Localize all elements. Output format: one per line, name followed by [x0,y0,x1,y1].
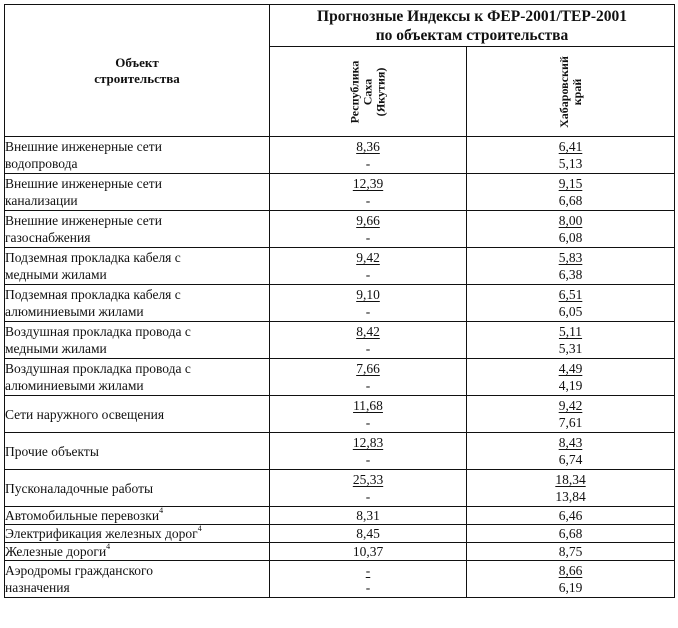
value-numerator [270,360,466,377]
object-name-line2: алюминиевыми жилами [5,304,144,319]
value: 6,68 [558,525,583,541]
yakutia-value-cell [270,396,467,433]
value-bottom: - [365,452,371,467]
value-bottom: - [365,415,371,430]
index-table [4,4,675,598]
value-bottom: 6,74 [558,452,583,467]
object-name-line1: Подземная прокладка кабеля с [5,250,181,265]
object-column-header [5,5,270,137]
object-name-line1: Воздушная прокладка провода с [5,324,191,339]
yakutia-value-cell [270,543,467,561]
region1-line1: Республика [347,60,362,124]
object-name: Автомобильные перевозки [5,508,160,523]
yakutia-value-cell [270,359,467,396]
yakutia-value-cell [270,285,467,322]
khabarovsk-value-cell [467,285,675,322]
value: 6,46 [558,507,583,523]
footnote-marker: 4 [197,524,202,533]
object-name-line1: Аэродромы гражданского [5,563,154,578]
region1-line2: Саха [360,78,375,105]
object-name-cell [5,211,270,248]
footnote-marker: 4 [159,506,164,515]
value-top: 9,42 [558,398,583,413]
khabarovsk-value-cell [467,543,675,561]
region-header-khabarovsk [467,47,675,137]
table-row [5,525,675,543]
table-row [5,137,675,174]
value-numerator [270,175,466,192]
khabarovsk-value-cell [467,507,675,525]
value-top: 5,83 [558,250,583,265]
object-name-cell [5,322,270,359]
object-name-cell [5,561,270,598]
value-bottom: - [365,580,371,595]
value-top: - [365,563,371,578]
value-bottom: - [365,489,371,504]
value-numerator [467,434,674,451]
value-numerator [467,286,674,303]
value-bottom: 6,38 [558,267,583,282]
footnote-marker: 4 [106,542,111,551]
object-name-cell [5,507,270,525]
value-numerator [270,323,466,340]
table-row [5,174,675,211]
value-top: 12,39 [352,176,384,191]
value-numerator [270,562,466,579]
value-top: 18,34 [555,472,586,487]
yakutia-value-cell [270,525,467,543]
value-bottom: 7,61 [558,415,583,430]
khabarovsk-value-cell [467,396,675,433]
value-top: 5,11 [558,324,583,339]
object-name-line2: газоснабжения [5,230,91,245]
value-top: 9,66 [356,213,380,228]
value-numerator [467,138,674,155]
table-row [5,322,675,359]
khabarovsk-value-cell [467,433,675,470]
value-top: 8,43 [558,435,583,450]
value-numerator [467,212,674,229]
table-row [5,470,675,507]
value-top: 25,33 [352,472,384,487]
value-numerator [467,360,674,377]
object-name-line2: медными жилами [5,267,107,282]
object-name-line1: Сети наружного освещения [5,406,165,422]
khabarovsk-value-cell [467,561,675,598]
object-name-line2: назначения [5,580,70,595]
value-top: 9,42 [356,250,380,265]
value-numerator [270,138,466,155]
value: 8,75 [558,543,583,559]
value-top: 8,36 [356,139,380,154]
value-numerator [467,397,674,414]
forecast-title-header [270,5,675,47]
object-header-line1: Объект [115,54,159,70]
value-top: 9,10 [356,287,380,302]
yakutia-value-cell [270,174,467,211]
object-name-line2: канализации [5,193,78,208]
object-name-line1: Внешние инженерные сети [5,213,162,228]
value: 10,37 [352,543,384,559]
object-name-cell [5,470,270,507]
table-body [5,137,675,598]
value-bottom: - [365,378,371,393]
khabarovsk-value-cell [467,137,675,174]
table-row [5,248,675,285]
table-row [5,359,675,396]
khabarovsk-value-cell [467,248,675,285]
object-name-line2: алюминиевыми жилами [5,378,144,393]
khabarovsk-value-cell [467,359,675,396]
value-top: 6,51 [558,287,583,302]
yakutia-value-cell [270,322,467,359]
document-page [4,4,674,624]
value: 8,31 [356,507,380,523]
yakutia-value-cell [270,470,467,507]
value-bottom: - [365,267,371,282]
object-name: Электрификация железных дорог [5,526,198,541]
object-name-cell [5,174,270,211]
value-bottom: 5,31 [558,341,583,356]
table-row [5,507,675,525]
value-numerator [270,212,466,229]
value-top: 8,66 [558,563,583,578]
value-numerator [467,471,674,488]
table-row [5,433,675,470]
value-bottom: - [365,230,371,245]
value-bottom: 5,13 [558,156,583,171]
value-numerator [270,434,466,451]
object-name-cell [5,248,270,285]
yakutia-value-cell [270,248,467,285]
khabarovsk-value-cell [467,174,675,211]
object-name-line2: водопровода [5,156,78,171]
object-name-cell [5,525,270,543]
object-name-line1: Пусконаладочные работы [5,480,154,496]
value-top: 9,15 [558,176,583,191]
title-line1: Прогнозные Индексы к ФЕР-2001/ТЕР-2001 [317,7,627,25]
khabarovsk-value-cell [467,470,675,507]
object-name-line1: Воздушная прокладка провода с [5,361,191,376]
value-top: 7,66 [356,361,380,376]
yakutia-value-cell [270,433,467,470]
value-numerator [270,397,466,414]
value-bottom: 6,68 [558,193,583,208]
value-bottom: 6,05 [558,304,583,319]
value-bottom: 13,84 [555,489,586,504]
khabarovsk-value-cell [467,211,675,248]
value-bottom: - [365,193,371,208]
yakutia-value-cell [270,561,467,598]
object-name-line2: медными жилами [5,341,107,356]
khabarovsk-value-cell [467,322,675,359]
value-bottom: 6,08 [558,230,583,245]
region2-line1: Хабаровский [556,55,571,128]
object-name: Железные дороги [5,544,107,559]
value-numerator [270,471,466,488]
khabarovsk-value-cell [467,525,675,543]
object-name-cell [5,396,270,433]
yakutia-value-cell [270,211,467,248]
object-name-cell [5,137,270,174]
value-bottom: 4,19 [558,378,583,393]
object-name-cell [5,433,270,470]
value-numerator [270,249,466,266]
object-name-cell [5,285,270,322]
value-numerator [467,175,674,192]
value-numerator [467,323,674,340]
value-numerator [467,562,674,579]
yakutia-value-cell [270,507,467,525]
value-top: 8,42 [356,324,380,339]
value-bottom: - [365,341,371,356]
value-top: 4,49 [558,361,583,376]
table-row [5,543,675,561]
value-numerator [467,249,674,266]
region1-line3: (Якутия) [373,67,388,117]
value-bottom: - [365,304,371,319]
object-header-line2: строительства [94,70,180,86]
value-bottom: - [365,156,371,171]
title-line2: по объектам строительства [375,26,569,44]
value-top: 8,00 [558,213,583,228]
table-row [5,396,675,433]
value-top: 12,83 [352,435,384,450]
table-row [5,285,675,322]
object-name-line1: Внешние инженерные сети [5,139,162,154]
yakutia-value-cell [270,137,467,174]
object-name-line1: Прочие объекты [5,443,99,459]
value-top: 11,68 [353,398,383,413]
value: 8,45 [356,525,380,541]
value-bottom: 6,19 [558,580,583,595]
object-name-line1: Внешние инженерные сети [5,176,162,191]
table-row [5,211,675,248]
object-name-cell [5,359,270,396]
object-name-line1: Подземная прокладка кабеля с [5,287,181,302]
value-numerator [270,286,466,303]
region2-line2: край [569,78,584,105]
table-row [5,561,675,598]
object-name-cell [5,543,270,561]
value-top: 6,41 [558,139,583,154]
region-header-yakutia [270,47,467,137]
